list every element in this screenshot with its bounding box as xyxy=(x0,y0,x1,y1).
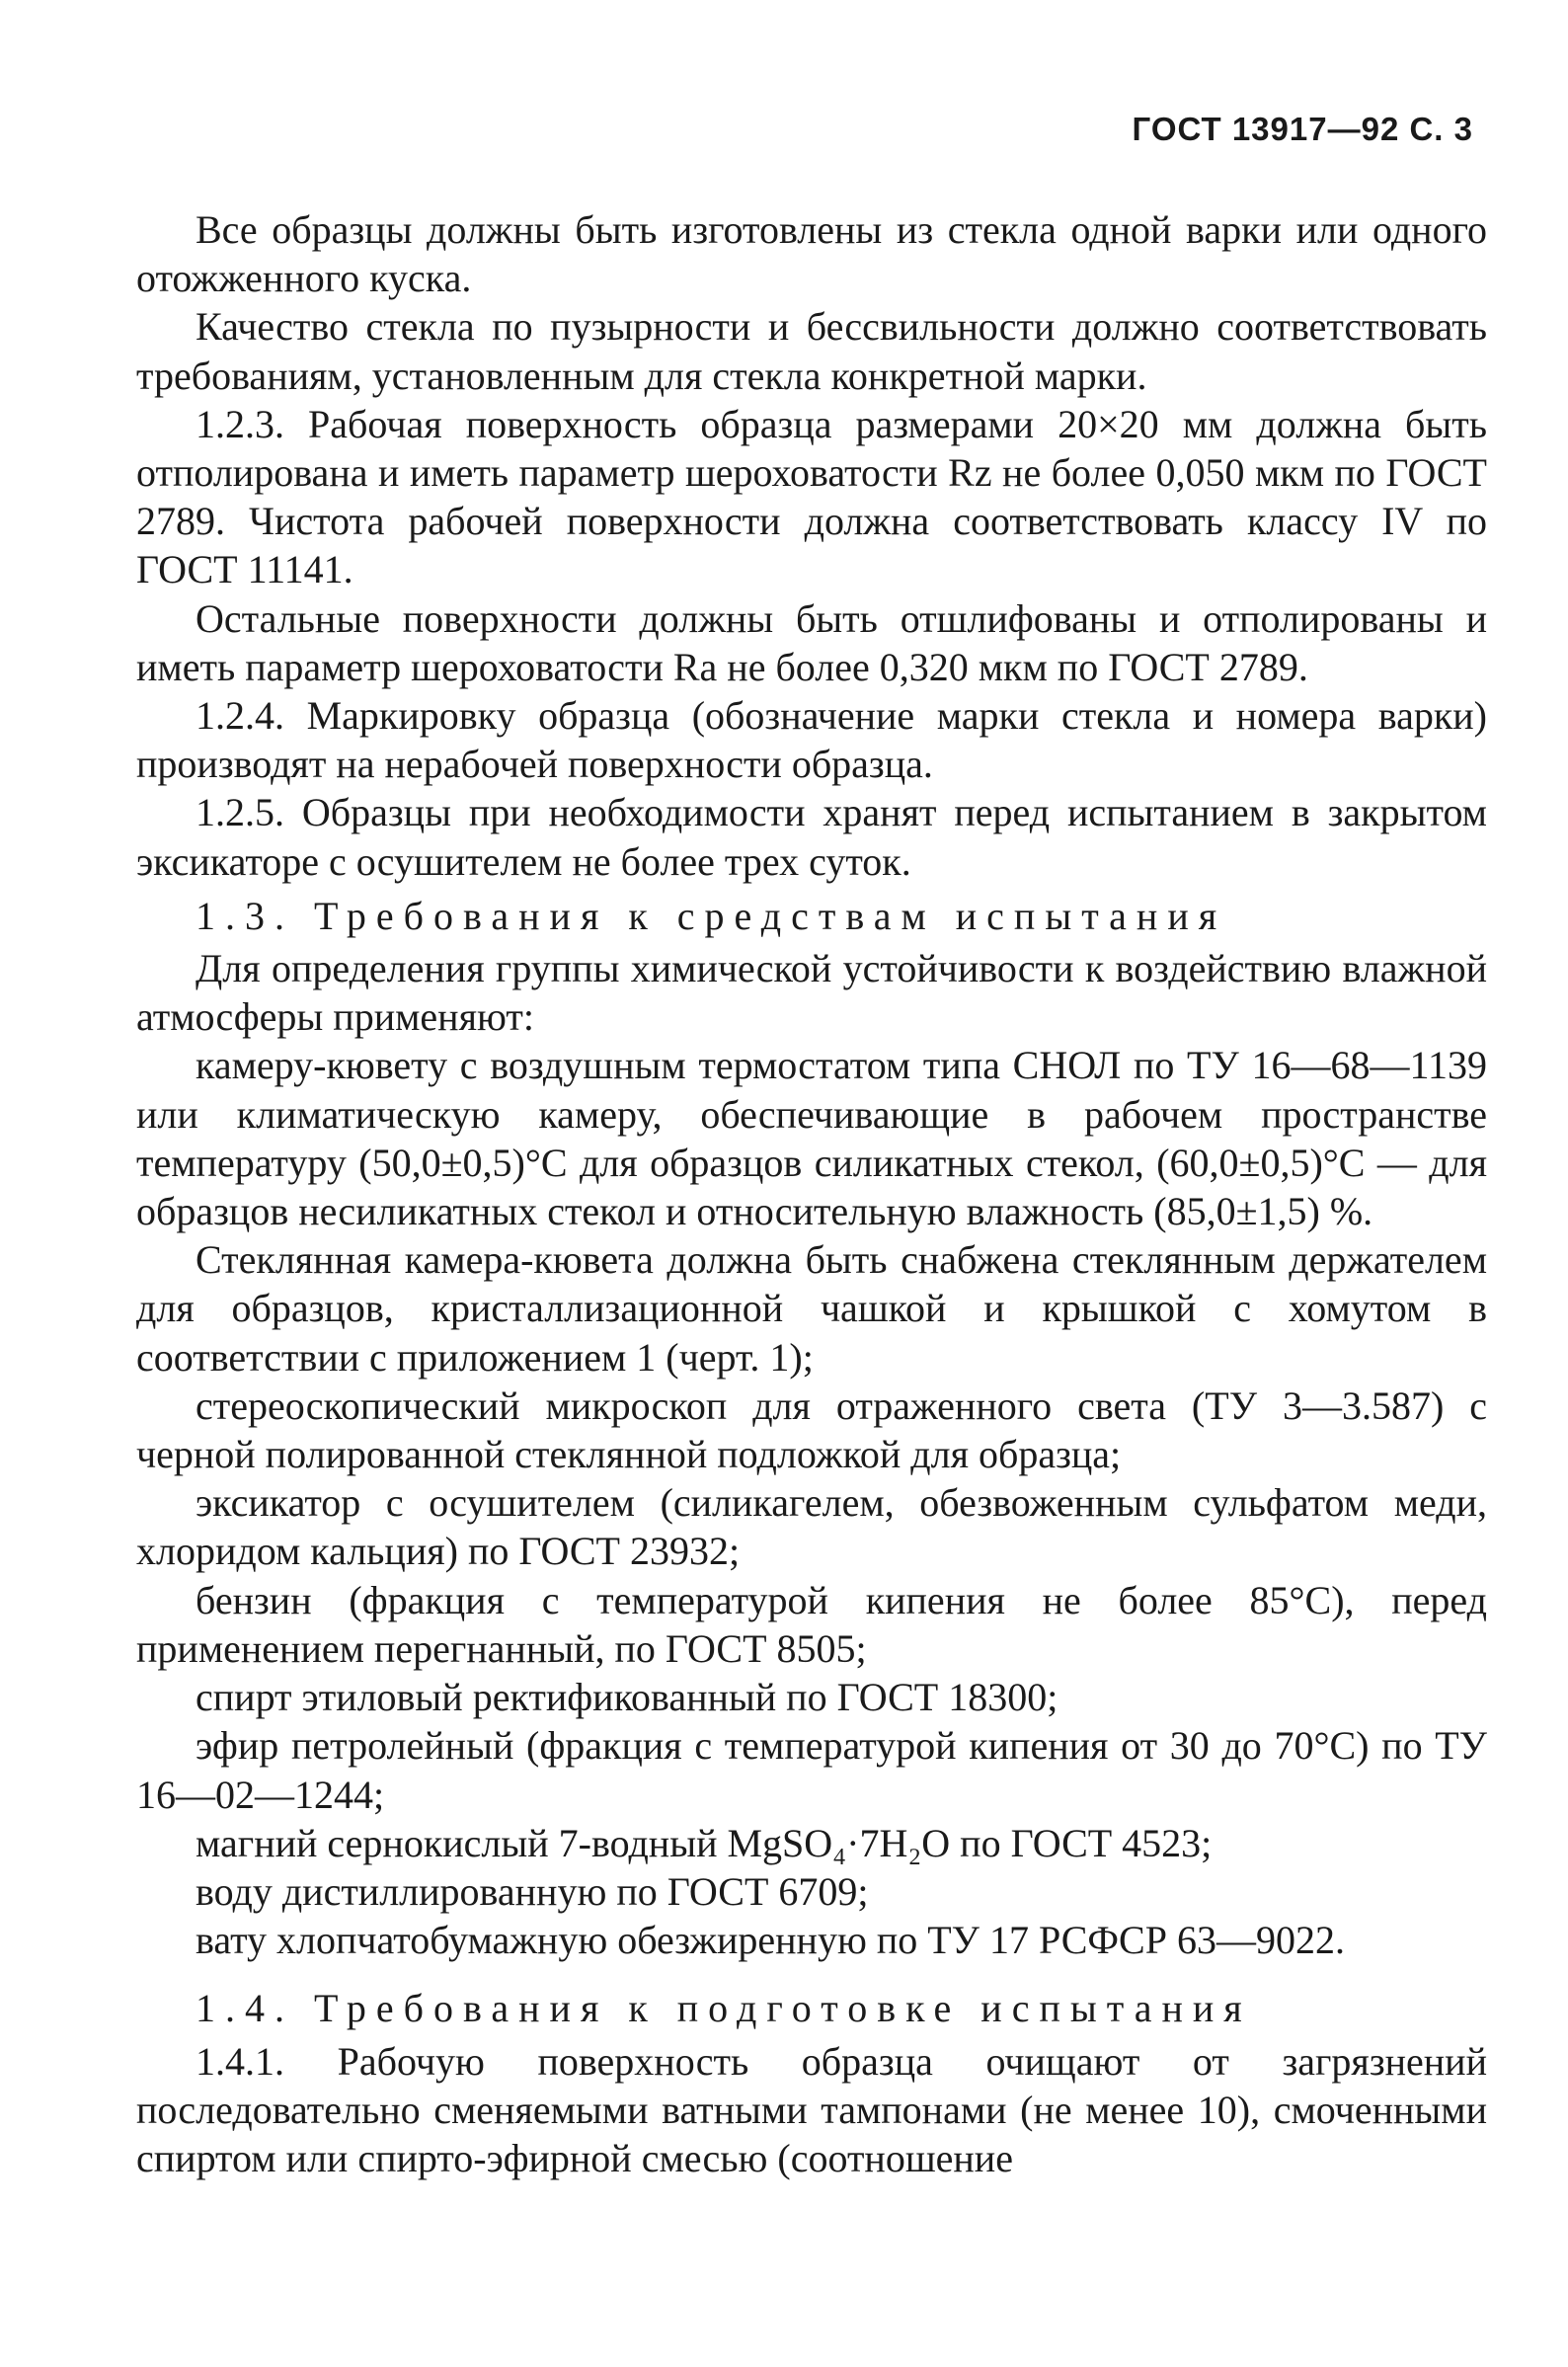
paragraph: Все образцы должны быть изготовлены из стекла одной варки или одного отожженного куска. xyxy=(136,207,1487,301)
paragraph: стереоскопический микроскоп для отраженного света (ТУ 3—3.587) с черной полированной стеклянной подложкой для образца; xyxy=(136,1382,1487,1477)
paragraph: Стеклянная камера-кювета должна быть снабжена стеклянным держателем для образцов, кристаллизационной чашкой и крышкой с хомутом в соответствии с приложением 1 (черт. 1); xyxy=(136,1237,1487,1380)
paragraph: бензин (фракция с температурой кипения не более 85°С), перед применением перегнанный, по ГОСТ 8505; xyxy=(136,1577,1487,1671)
paragraph: 1.2.5. Образцы при необходимости хранят перед испытанием в закрытом эксикаторе с осушителем не более трех суток. xyxy=(136,790,1487,884)
paragraph: камеру-кювету с воздушным термостатом типа СНОЛ по ТУ 16—68—1139 или климатическую камеру, обеспечивающие в рабочем пространстве температуру (50,0±0,5)°С для образцов силикатных стекол, (60,0±0,5)°С — для образцов несиликатных стекол и относительную влажность (85,0±1,5) %. xyxy=(136,1043,1487,1234)
paragraph: Остальные поверхности должны быть отшлифованы и отполированы и иметь параметр шероховатости Ra не более 0,320 мкм по ГОСТ 2789. xyxy=(136,595,1487,689)
paragraph: эфир петролейный (фракция с температурой кипения от 30 до 70°С) по ТУ 16—02—1244; xyxy=(136,1723,1487,1817)
paragraph: 1.2.3. Рабочая поверхность образца размерами 20×20 мм должна быть отполирована и иметь параметр шероховатости Rz не более 0,050 мкм по ГОСТ 2789. Чистота рабочей поверхности должна соответствовать классу IV по ГОСТ 11141. xyxy=(136,401,1487,592)
paragraph: магний сернокислый 7-водный MgSO₄·7H₂O по ГОСТ 4523; xyxy=(196,1820,1213,1865)
paragraph: 1.4.1. Рабочую поверхность образца очищают от загрязнений последовательно сменяемыми ватными тампонами (не менее 10), смоченными спиртом или спирто-эфирной смесью (соотношение xyxy=(136,2038,1487,2180)
body-text xyxy=(136,205,1487,2182)
paragraph: Качество стекла по пузырности и бессвильности должно соответствовать требованиям, установленным для стекла конкретной марки. xyxy=(136,304,1487,398)
section-heading: 1.4. Требования к подготовке испытания xyxy=(196,1986,1252,2031)
section-heading: 1.3. Требования к средствам испытания xyxy=(196,893,1227,938)
paragraph: 1.2.4. Маркировку образца (обозначение марки стекла и номера варки) производят на нерабочей поверхности образца. xyxy=(136,693,1487,787)
paragraph: вату хлопчатобумажную обезжиренную по ТУ 17 РСФСР 63—9022. xyxy=(196,1918,1345,1963)
paragraph: эксикатор с осушителем (силикагелем, обезвоженным сульфатом меди, хлоридом кальция) по ГОСТ 23932; xyxy=(136,1480,1487,1574)
running-header: ГОСТ 13917—92 С. 3 xyxy=(1132,111,1473,147)
paragraph: Для определения группы химической устойчивости к воздействию влажной атмосферы применяют: xyxy=(136,946,1487,1040)
paragraph: спирт этиловый ректификованный по ГОСТ 18300; xyxy=(196,1675,1058,1720)
paragraph: воду дистиллированную по ГОСТ 6709; xyxy=(196,1868,869,1914)
